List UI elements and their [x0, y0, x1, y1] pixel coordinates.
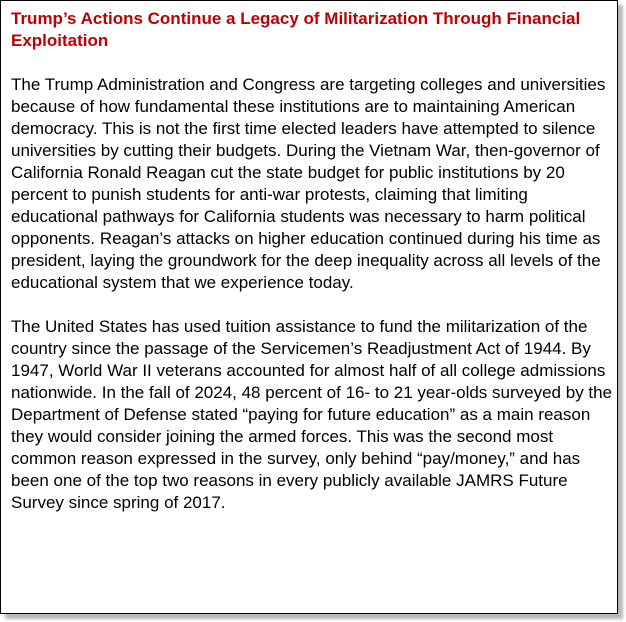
- callout-paragraph-2: The United States has used tuition assistance to fund the militarization of the country since the passage of the Servicemen’s Readjustment Act of 1944. By 1947, World War II veterans accounted for almost half of all college admissions nationwide. In the fall of 2024, 48 percent of 16- to 21 year-olds surveyed by the Department of Defense stated “paying for future education” as a main reason they would consider joining the armed forces. This was the second most common reason expressed in the survey, only behind “pay/money,” and has been one of the top two reasons in every publicly available JAMRS Future Survey since spring of 2017.: [11, 317, 613, 512]
- callout-content: [11, 8, 615, 514]
- callout-title: Trump’s Actions Continue a Legacy of Militarization Through Financial Exploitation: [11, 9, 581, 50]
- callout-paragraph-1: The Trump Administration and Congress are targeting colleges and universities because of how fundamental these institutions are to maintaining American democracy. This is not the first time elected leaders have attempted to silence universities by cutting their budgets. During the Vietnam War, then-governor of California Ronald Reagan cut the state budget for public institutions by 20 percent to punish students for anti-war protests, claiming that limiting educational pathways for California students was necessary to harm political opponents. Reagan’s attacks on higher education continued during his time as president, laying the groundwork for the deep inequality across all levels of the educational system that we experience today.: [11, 75, 606, 292]
